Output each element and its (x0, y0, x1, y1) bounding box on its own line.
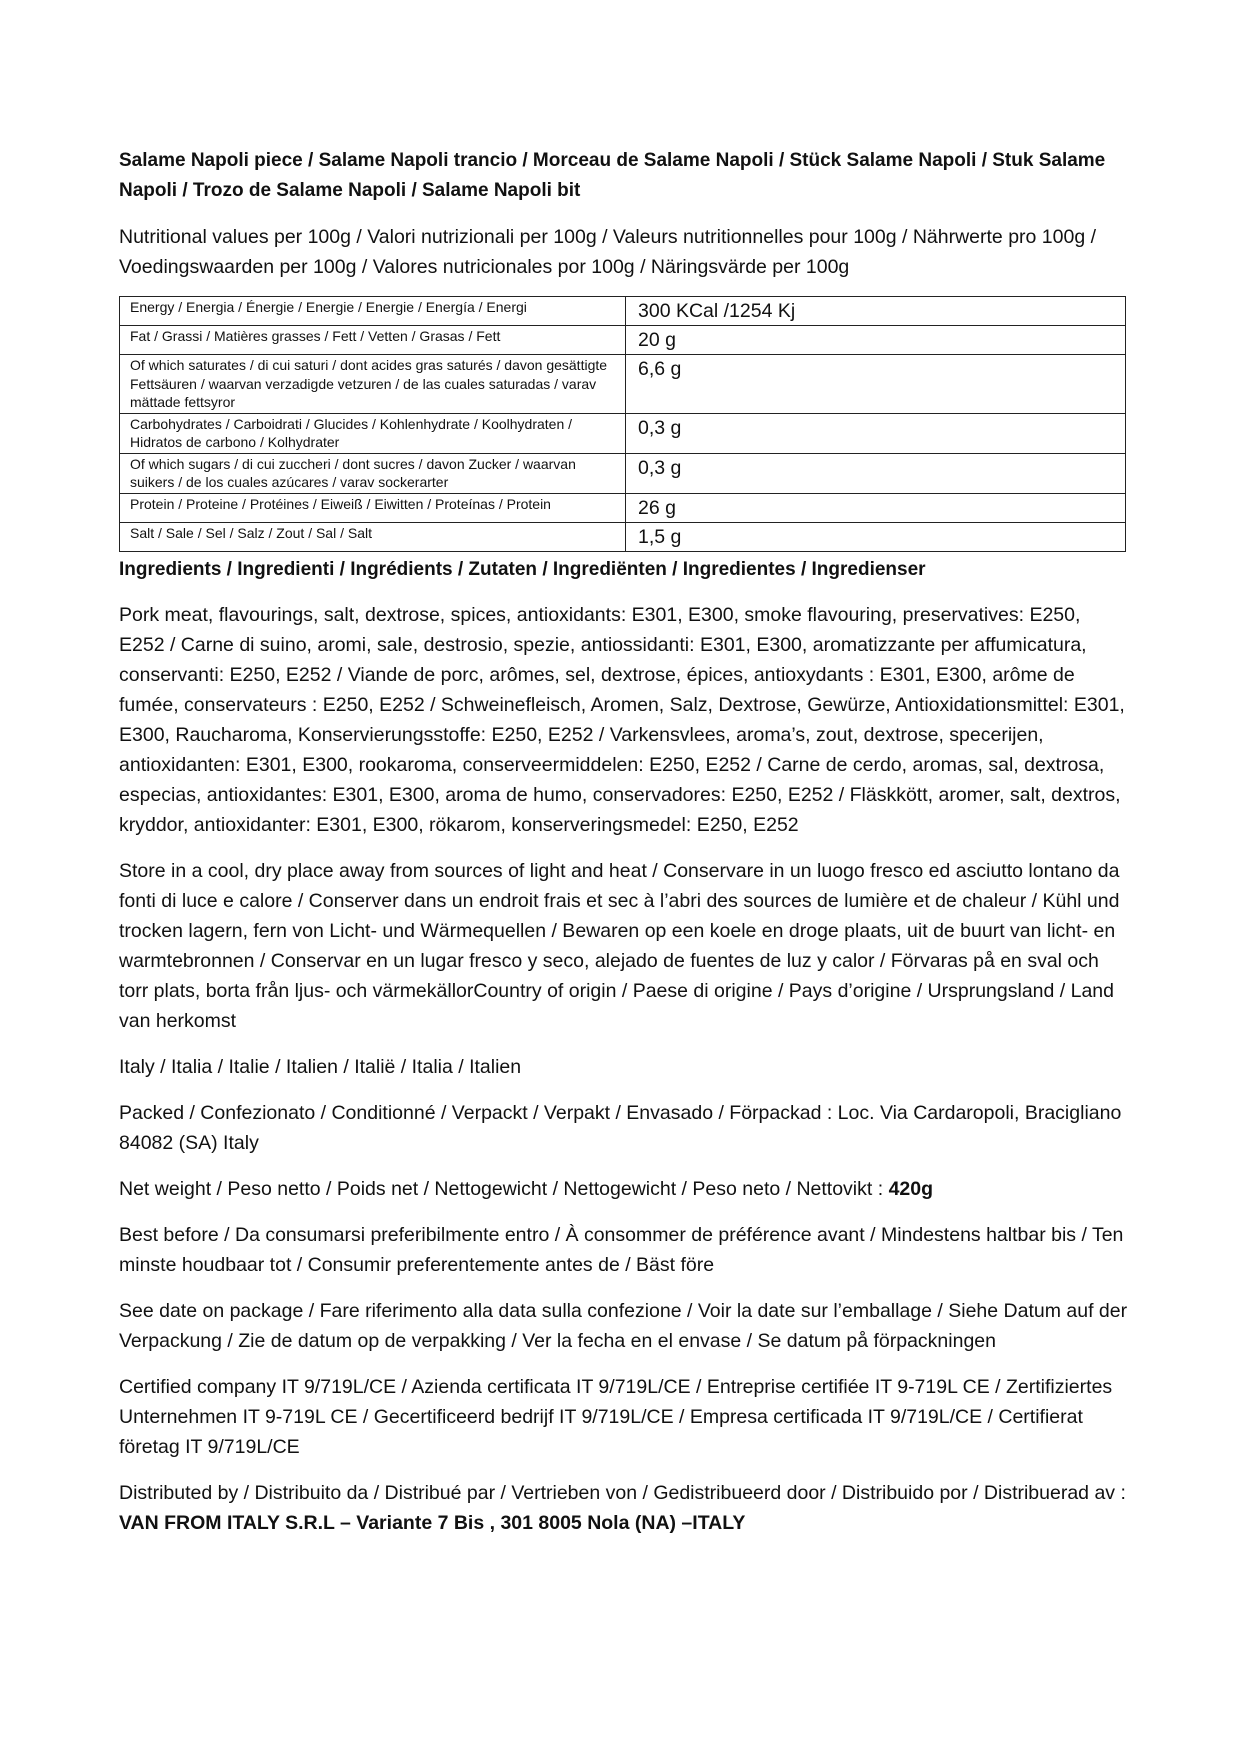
net-weight-value: 420g (888, 1177, 934, 1200)
distributor (119, 1478, 1131, 1538)
nutrition-value: 20 g (626, 326, 1126, 355)
nutrition-label: Of which saturates / di cui saturi / dont acides gras saturés / davon gesättigte Fettsäuren / waarvan verzadigde vetzuren / de las cuales saturadas / varav mättade fettsyror (120, 355, 626, 414)
nutrition-row (120, 413, 1126, 453)
distributed-label: Distributed by / Distribuito da / Distribué par / Vertrieben von / Gedistribueerd door / Distribuido por / Distribuerad av : (119, 1481, 1126, 1504)
nutrition-label: Energy / Energia / Énergie / Energie / Energie / Energía / Energi (120, 297, 626, 326)
nutrition-value: 0,3 g (626, 413, 1126, 453)
nutrition-intro: Nutritional values per 100g / Valori nutrizionali per 100g / Valeurs nutritionnelles pour 100g / Nährwerte pro 100g / Voedingswaarden per 100g / Valores nutricionales por 100g / Näringsvärde per 100g (119, 226, 1097, 278)
nutrition-value: 1,5 g (626, 522, 1126, 551)
product-title: Salame Napoli piece / Salame Napoli trancio / Morceau de Salame Napoli / Stück Salame Napoli / Stuk Salame Napoli / Trozo de Salame Napoli / Salame Napoli bit (119, 150, 1106, 201)
nutrition-row (120, 326, 1126, 355)
nutrition-value: 0,3 g (626, 453, 1126, 493)
nutrition-value: 26 g (626, 493, 1126, 522)
nutrition-row (120, 493, 1126, 522)
nutrition-row (120, 355, 1126, 414)
best-before-text: Best before / Da consumarsi preferibilmente entro / À consommer de préférence avant / Mindestens haltbar bis / Ten minste houdbaar tot / Consumir preferentemente antes de / Bäst före (119, 1223, 1124, 1276)
nutrition-label: Carbohydrates / Carboidrati / Glucides / Kohlenhydrate / Koolhydraten / Hidratos de carbono / Kolhydrater (120, 413, 626, 453)
nutrition-value: 6,6 g (626, 355, 1126, 414)
nutrition-value: 300 KCal /1254 Kj (626, 297, 1126, 326)
nutrition-table (119, 296, 1126, 552)
see-date-text: See date on package / Fare riferimento alla data sulla confezione / Voir la date sur l’emballage / Siehe Datum auf der Verpackung / Zie de datum op de verpakking / Ver la fecha en el envase / Se datum på förpackningen (119, 1299, 1128, 1352)
nutrition-row (120, 453, 1126, 493)
nutrition-label: Protein / Proteine / Protéines / Eiweiß / Eiwitten / Proteínas / Protein (120, 493, 626, 522)
nutrition-label: Fat / Grassi / Matières grasses / Fett / Vetten / Grasas / Fett (120, 326, 626, 355)
nutrition-row (120, 297, 1126, 326)
packed-text: Packed / Confezionato / Conditionné / Verpackt / Verpakt / Envasado / Förpackad : Loc. Via Cardaropoli, Bracigliano 84082 (SA) Italy (119, 1101, 1122, 1154)
net-weight-label: Net weight / Peso netto / Poids net / Nettogewicht / Nettogewicht / Peso neto / Nettovikt : (119, 1177, 889, 1200)
net-weight (119, 1174, 1131, 1204)
storage-text: Store in a cool, dry place away from sources of light and heat / Conservare in un luogo fresco ed asciutto lontano da fonti di luce e calore / Conserver dans un endroit frais et sec à l’abri des sources de lumière et de chaleur / Kühl und trocken lagern, fern von Licht- und Wärmequellen / Bewaren op een koele en droge plaats, uit de buurt van licht- en warmtebronnen / Conservar en un lugar fresco y seco, alejado de fuentes de luz y calor / Förvaras på en sval och torr plats, borta från ljus- och värmekällorCountry of origin / Paese di origine / Pays d’origine / Ursprungsland / Land van herkomst (119, 859, 1120, 1032)
distributed-value: VAN FROM ITALY S.R.L – Variante 7 Bis , 301 8005 Nola (NA) –ITALY (119, 1511, 746, 1534)
ingredients-heading: Ingredients / Ingredienti / Ingrédients / Zutaten / Ingrediënten / Ingredientes / Ingredienser (119, 558, 926, 580)
ingredients-text: Pork meat, flavourings, salt, dextrose, spices, antioxidants: E301, E300, smoke flavouring, preservatives: E250, E252 / Carne di suino, aromi, sale, destrosio, spezie, antiossidanti: E301, E300, aromatizzante per affumicatura, conservanti: E250, E252 / Viande de porc, arômes, sel, dextrose, épices, antioxydants : E301, E300, arôme de fumée, conservateurs : E250, E252 / Schweinefleisch, Aromen, Salz, Dextrose, Gewürze, Antioxidationsmittel: E301, E300, Raucharoma, Konservierungsstoffe: E250, E252 / Varkensvlees, aroma’s, zout, dextrose, specerijen, antioxidanten: E301, E300, rookaroma, conserveermiddelen: E250, E252 / Carne de cerdo, aromas, sal, dextrosa, especias, antioxidantes: E301, E300, aroma de humo, conservadores: E250, E252 / Fläskkött, aromer, salt, dextros, kryddor, antioxidanter: E301, E300, rökarom, konserveringsmedel: E250, E252 (119, 603, 1125, 836)
nutrition-row (120, 522, 1126, 551)
nutrition-label: Salt / Sale / Sel / Salz / Zout / Sal / Salt (120, 522, 626, 551)
nutrition-label: Of which sugars / di cui zuccheri / dont sucres / davon Zucker / waarvan suikers / de los cuales azúcares / varav sockerarter (120, 453, 626, 493)
certified-text: Certified company IT 9/719L/CE / Azienda certificata IT 9/719L/CE / Entreprise certifiée IT 9-719L CE / Zertifiziertes Unternehmen IT 9-719L CE / Gecertificeerd bedrijf IT 9/719L/CE / Empresa certificada IT 9/719L/CE / Certifierat företag IT 9/719L/CE (119, 1375, 1113, 1458)
document-page (119, 146, 1131, 1554)
origin-text: Italy / Italia / Italie / Italien / Italië / Italia / Italien (119, 1055, 522, 1078)
